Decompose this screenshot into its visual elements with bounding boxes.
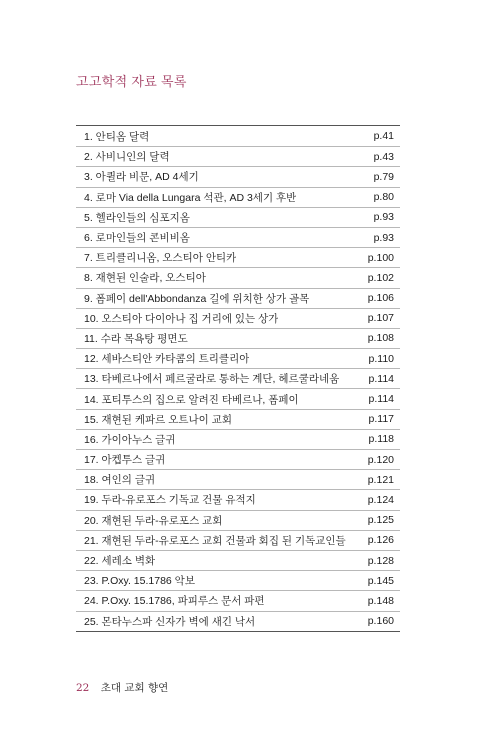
list-item — [76, 409, 400, 429]
item-title: 3. 아퀼라 비문, AD 4세기 — [84, 171, 199, 184]
page-footer — [76, 680, 168, 695]
item-page: p.128 — [367, 554, 394, 567]
item-title: 8. 재현된 인술라, 오스티아 — [84, 272, 206, 285]
item-title: 23. P.Oxy. 15.1786 악보 — [84, 575, 195, 588]
list-item — [76, 469, 400, 489]
item-title: 17. 아켑투스 글귀 — [84, 454, 166, 467]
item-title: 9. 폼페이 dell'Abbondanza 길에 위치한 상가 골목 — [84, 292, 310, 305]
item-page: p.121 — [367, 473, 394, 486]
item-page: p.93 — [373, 231, 394, 244]
list-item — [76, 247, 400, 267]
book-title: 초대 교회 향연 — [100, 682, 169, 694]
item-title: 14. 포티투스의 집으로 알려진 타베르나, 폼페이 — [84, 393, 299, 406]
item-title: 6. 로마인들의 콘비비옴 — [84, 232, 190, 245]
item-page: p.102 — [367, 271, 394, 284]
item-page: p.120 — [367, 453, 394, 466]
list-item — [76, 328, 400, 348]
list-item — [76, 227, 400, 247]
item-title: 20. 재현된 두라-유로포스 교회 — [84, 514, 223, 527]
item-page: p.160 — [367, 615, 394, 628]
list-item — [76, 166, 400, 186]
list-item — [76, 449, 400, 469]
list-item — [76, 267, 400, 287]
item-title: 22. 세레소 벽화 — [84, 555, 156, 568]
list-item — [76, 429, 400, 449]
list-item — [76, 550, 400, 570]
list-item — [76, 126, 400, 146]
list-item — [76, 611, 400, 631]
item-title: 2. 사비니인의 달력 — [84, 151, 170, 164]
item-title: 16. 가이아누스 글귀 — [84, 433, 176, 446]
item-page: p.80 — [373, 191, 394, 204]
item-page: p.41 — [373, 130, 394, 143]
item-page: p.145 — [367, 574, 394, 587]
item-page: p.107 — [367, 312, 394, 325]
list-item — [76, 570, 400, 590]
item-title: 25. 몬타누스파 신자가 벽에 새긴 낙서 — [84, 615, 256, 628]
item-page: p.118 — [368, 433, 394, 446]
item-title: 13. 타베르나에서 페르굴라로 통하는 계단, 헤르쿨라네움 — [84, 373, 340, 386]
item-page: p.117 — [368, 413, 394, 426]
list-item — [76, 187, 400, 207]
list-item — [76, 388, 400, 408]
item-title: 12. 세바스티안 카타콤의 트리클리아 — [84, 353, 250, 366]
item-title: 10. 오스티아 다이아나 집 거리에 있는 상가 — [84, 312, 279, 325]
item-title: 1. 안티옴 달력 — [84, 130, 150, 143]
figure-list — [76, 125, 400, 632]
list-item — [76, 530, 400, 550]
item-title: 18. 여인의 글귀 — [84, 474, 156, 487]
item-title: 11. 수라 목욕탕 평면도 — [84, 332, 188, 345]
item-title: 7. 트리클리니옴, 오스티아 안티카 — [84, 252, 237, 265]
list-item — [76, 288, 400, 308]
item-page: p.110 — [368, 352, 394, 365]
item-page: p.124 — [367, 493, 394, 506]
item-page: p.148 — [367, 594, 394, 607]
page-number: 22 — [76, 682, 90, 694]
item-page: p.125 — [367, 514, 394, 527]
item-page: p.126 — [367, 534, 394, 547]
item-title: 15. 재현된 케파르 오트나이 교회 — [84, 413, 232, 426]
item-title: 19. 두라-유로포스 기독교 건물 유적지 — [84, 494, 256, 507]
list-item — [76, 510, 400, 530]
item-page: p.114 — [368, 393, 394, 406]
list-item — [76, 348, 400, 368]
page-title: 고고학적 자료 목록 — [76, 74, 187, 89]
item-title: 4. 로마 Via della Lungara 석관, AD 3세기 후반 — [84, 191, 297, 204]
item-page: p.106 — [367, 292, 394, 305]
item-title: 21. 재현된 두라-유로포스 교회 건물과 회집 된 기독교인들 — [84, 534, 346, 547]
list-item — [76, 368, 400, 388]
list-item — [76, 590, 400, 610]
item-title: 24. P.Oxy. 15.1786, 파피루스 문서 파편 — [84, 595, 265, 608]
item-page: p.43 — [373, 150, 394, 163]
list-item — [76, 489, 400, 509]
item-page: p.100 — [367, 251, 394, 264]
item-page: p.108 — [367, 332, 394, 345]
item-page: p.79 — [373, 170, 394, 183]
item-page: p.114 — [368, 372, 394, 385]
item-title: 5. 헬라인들의 심포지옴 — [84, 211, 190, 224]
list-item — [76, 308, 400, 328]
list-item — [76, 207, 400, 227]
list-item — [76, 146, 400, 166]
item-page: p.93 — [373, 211, 394, 224]
